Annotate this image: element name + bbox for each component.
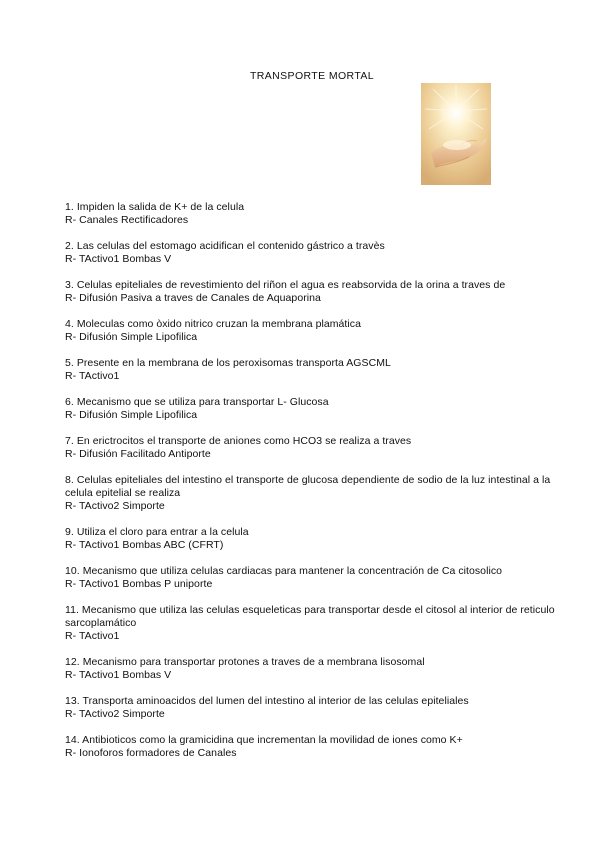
list-item bbox=[65, 240, 555, 266]
answer-text: R- Difusión Pasiva a traves de Canales de Aquaporina bbox=[65, 292, 321, 304]
list-item bbox=[65, 526, 555, 552]
question-list bbox=[65, 201, 555, 773]
answer-text: R- Difusión Simple Lipofilica bbox=[65, 331, 198, 343]
list-item bbox=[65, 201, 555, 227]
answer-text: R- TActivo2 Simporte bbox=[65, 708, 165, 720]
question-text: 4. Moleculas como òxido nitrico cruzan la membrana plamática bbox=[65, 318, 361, 330]
question-text: 8. Celulas epiteliales del intestino el transporte de glucosa dependiente de sodio de la luz intestinal a la celula epitelial se realiza bbox=[65, 474, 551, 499]
question-text: 2. Las celulas del estomago acidifican el contenido gástrico a travès bbox=[65, 240, 385, 252]
answer-text: R- TActivo2 Simporte bbox=[65, 500, 165, 512]
question-text: 7. En erictrocitos el transporte de aniones como HCO3 se realiza a traves bbox=[65, 435, 412, 447]
answer-text: R- TActivo1 Bombas P uniporte bbox=[65, 578, 213, 590]
answer-text: R- Ionoforos formadores de Canales bbox=[65, 747, 237, 759]
question-text: 3. Celulas epiteliales de revestimiento del riñon el agua es reabsorvida de la orina a traves de bbox=[65, 279, 506, 291]
question-text: 13. Transporta aminoacidos del lumen del intestino al interior de las celulas epiteliales bbox=[65, 695, 469, 707]
list-item bbox=[65, 734, 555, 760]
list-item bbox=[65, 474, 555, 513]
list-item bbox=[65, 435, 555, 461]
list-item bbox=[65, 604, 555, 643]
answer-text: R- TActivo1 Bombas V bbox=[65, 253, 172, 265]
answer-text: R- TActivo1 Bombas V bbox=[65, 669, 172, 681]
answer-text: R- Difusión Facilitado Antiporte bbox=[65, 448, 211, 460]
document-title: TRANSPORTE MORTAL bbox=[249, 70, 375, 82]
question-text: 14. Antibioticos como la gramicidina que incrementan la movilidad de iones como K+ bbox=[65, 734, 463, 746]
answer-text: R- Difusión Simple Lipofilica bbox=[65, 409, 198, 421]
answer-text: R- TActivo1 bbox=[65, 370, 120, 382]
list-item bbox=[65, 656, 555, 682]
answer-text: R- TActivo1 bbox=[65, 630, 120, 642]
answer-text: R- TActivo1 Bombas ABC (CFRT) bbox=[65, 539, 224, 551]
question-text: 10. Mecanismo que utiliza celulas cardiacas para mantener la concentración de Ca citosolico bbox=[65, 565, 503, 577]
question-text: 6. Mecanismo que se utiliza para transportar L- Glucosa bbox=[65, 396, 329, 408]
question-text: 9. Utiliza el cloro para entrar a la celula bbox=[65, 526, 249, 538]
question-text: 1. Impiden la salida de K+ de la celula bbox=[65, 201, 245, 213]
list-item bbox=[65, 318, 555, 344]
question-text: 5. Presente en la membrana de los peroxisomas transporta AGSCML bbox=[65, 357, 391, 369]
list-item bbox=[65, 396, 555, 422]
answer-text: R- Canales Rectificadores bbox=[65, 214, 189, 226]
glowing-hand-illustration bbox=[421, 83, 491, 185]
list-item bbox=[65, 357, 555, 383]
question-text: 11. Mecanismo que utiliza las celulas esqueleticas para transportar desde el citosol al interior de reticulo sarcoplamático bbox=[65, 604, 555, 629]
question-text: 12. Mecanismo para transportar protones a traves de a membrana lisosomal bbox=[65, 656, 425, 668]
list-item bbox=[65, 279, 555, 305]
list-item bbox=[65, 695, 555, 721]
list-item bbox=[65, 565, 555, 591]
